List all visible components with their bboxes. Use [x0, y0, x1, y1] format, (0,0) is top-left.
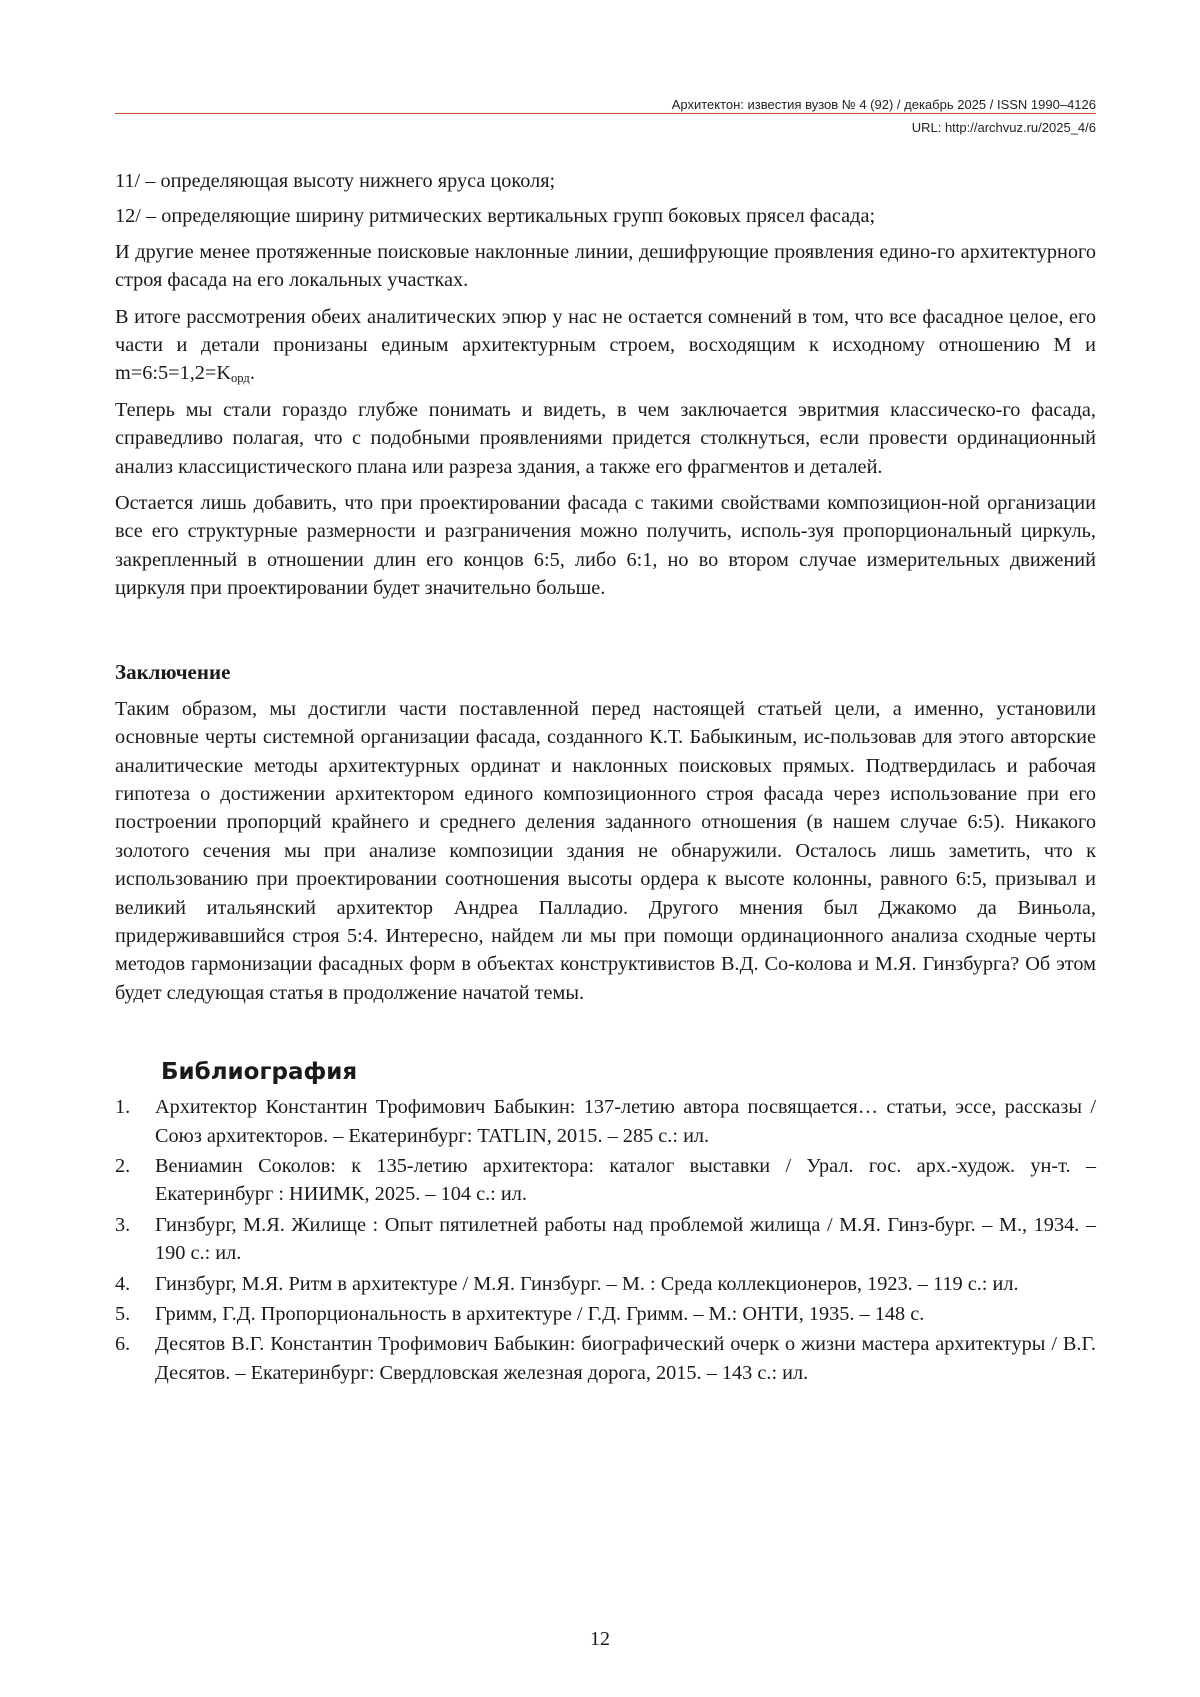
paragraph-analysis-result	[115, 303, 1096, 388]
paragraph-analysis-end: .	[249, 362, 255, 385]
bibliography-item-text: Гинзбург, М.Я. Жилище : Опыт пятилетней работы над проблемой жилища / М.Я. Гинз-бург. – М., 1934. –190 с.: ил.	[155, 1213, 1096, 1265]
bibliography-item-number: 5.	[115, 1303, 131, 1325]
bibliography-item-number: 6.	[115, 1333, 131, 1356]
paragraph-compass: Остается лишь добавить, что при проектировании фасада с такими свойствами композицион-ной организации все его структурные размерности и разграничения можно получить, исполь-зуя пропорциональный циркуль, закрепленный в отношении длин его концов 6:5, либо 6:1, но во втором случае измерительных движений циркуля при проектировании будет значительно больше.	[115, 492, 1096, 600]
bibliography-item	[115, 1211, 1096, 1268]
header-divider	[115, 113, 1096, 114]
bibliography-item	[115, 1300, 1096, 1328]
bibliography-item-text: Десятов В.Г. Константин Трофимович Бабыкин: биографический очерк о жизни мастера архитектуры / В.Г. Десятов. – Екатеринбург: Свердловская железная дорога, 2015. – 143 с.: ил.	[155, 1333, 1096, 1384]
bibliography-item	[115, 1330, 1096, 1387]
paragraph-other-lines: И другие менее протяженные поисковые наклонные линии, дешифрующие проявления едино-го архитектурного строя фасада на его локальных участках.	[115, 240, 1096, 292]
paragraph-analysis-text: В итоге рассмотрения обеих аналитических эпюр у нас не остается сомнений в том, что все фасадное целое, его части и детали пронизаны единым архитектурным строем, восходящим к исходному отношению М и m=6:5=1,2=K	[115, 305, 1096, 385]
bibliography-item	[115, 1152, 1096, 1209]
bibliography-item-number: 1.	[115, 1096, 131, 1119]
bibliography-heading: Библиография	[161, 1059, 358, 1086]
conclusion-text: Таким образом, мы достигли части поставленной перед настоящей статьей цели, а именно, установили основные черты системной организации фасада, созданного К.Т. Бабыкиным, ис-пользовав для этого авторские аналитические методы архитектурных ординат и наклонных поисковых прямых. Подтвердилась и рабочая гипотеза о достижении архитектором единого композиционного строя фасада через использование при его построении пропорций крайнего и среднего деления заданного отношения (в нашем случае 6:5). Никакого золотого сечения мы при анализе композиции здания не обнаружили. Осталось лишь заметить, что к использованию при проектировании соотношения высоты ордера к высоте колонны, равного 6:5, призывал и великий итальянский архитектор Андреа Палладио. Другого мнения был Джакомо да Виньола, придерживавшийся строя 5:4. Интересно, найдем ли мы при помощи ординационного анализа сходные черты методов гармонизации фасадных форм в объектах конструктивистов В.Д. Со-колова и М.Я. Гинзбурга? Об этом будет следующая статья в продолжение начатой темы.	[115, 697, 1096, 1004]
bibliography-item-text: Архитектор Константин Трофимович Бабыкин: 137-летию автора посвящается… статьи, эссе, рассказы / Союз архитекторов. – Екатеринбург: TATLIN, 2015. – 285 с.: ил.	[155, 1096, 1096, 1147]
paragraph-item-11: 11/ – определяющая высоту нижнего яруса цоколя;	[115, 170, 556, 192]
bibliography-item-text: Вениамин Соколов: к 135-летию архитектора: каталог выставки / Урал. гос. арх.-худож. ун-т. – Екатеринбург : НИИМК, 2025. – 104 с.: ил.	[155, 1154, 1096, 1206]
bibliography-item-text: Гримм, Г.Д. Пропорциональность в архитектуре / Г.Д. Гримм. – М.: ОНТИ, 1935. – 148 с.	[155, 1303, 925, 1325]
paragraph-eurhythmy: Теперь мы стали гораздо глубже понимать и видеть, в чем заключается эвритмия классическо-го фасада, справедливо полагая, что с подобными проявлениями придется столкнуться, если провести ординационный анализ классицистического плана или разреза здания, а также его фрагментов и деталей.	[115, 398, 1096, 478]
journal-running-header: Архитектон: известия вузов № 4 (92) / декабрь 2025 / ISSN 1990–4126	[671, 97, 1096, 112]
article-url: URL: http://archvuz.ru/2025_4/6	[911, 120, 1096, 135]
paragraph-item-12: 12/ – определяющие ширину ритмических вертикальных групп боковых прясел фасада;	[115, 205, 876, 228]
bibliography-item-number: 3.	[115, 1213, 131, 1236]
article-body	[115, 167, 1096, 1389]
bibliography-item-number: 2.	[115, 1154, 131, 1177]
k-ord-subscript: орд	[231, 371, 250, 386]
bibliography-item-text: Гинзбург, М.Я. Ритм в архитектуре / М.Я. Гинзбург. – М. : Среда коллекционеров, 1923. – 119 с.: ил.	[155, 1272, 1019, 1295]
bibliography-item-number: 4.	[115, 1272, 131, 1295]
bibliography-item	[115, 1270, 1096, 1298]
page-number: 12	[590, 1628, 610, 1650]
bibliography-item	[115, 1093, 1096, 1150]
bibliography-list	[115, 1093, 1096, 1387]
conclusion-heading: Заключение	[115, 659, 231, 684]
